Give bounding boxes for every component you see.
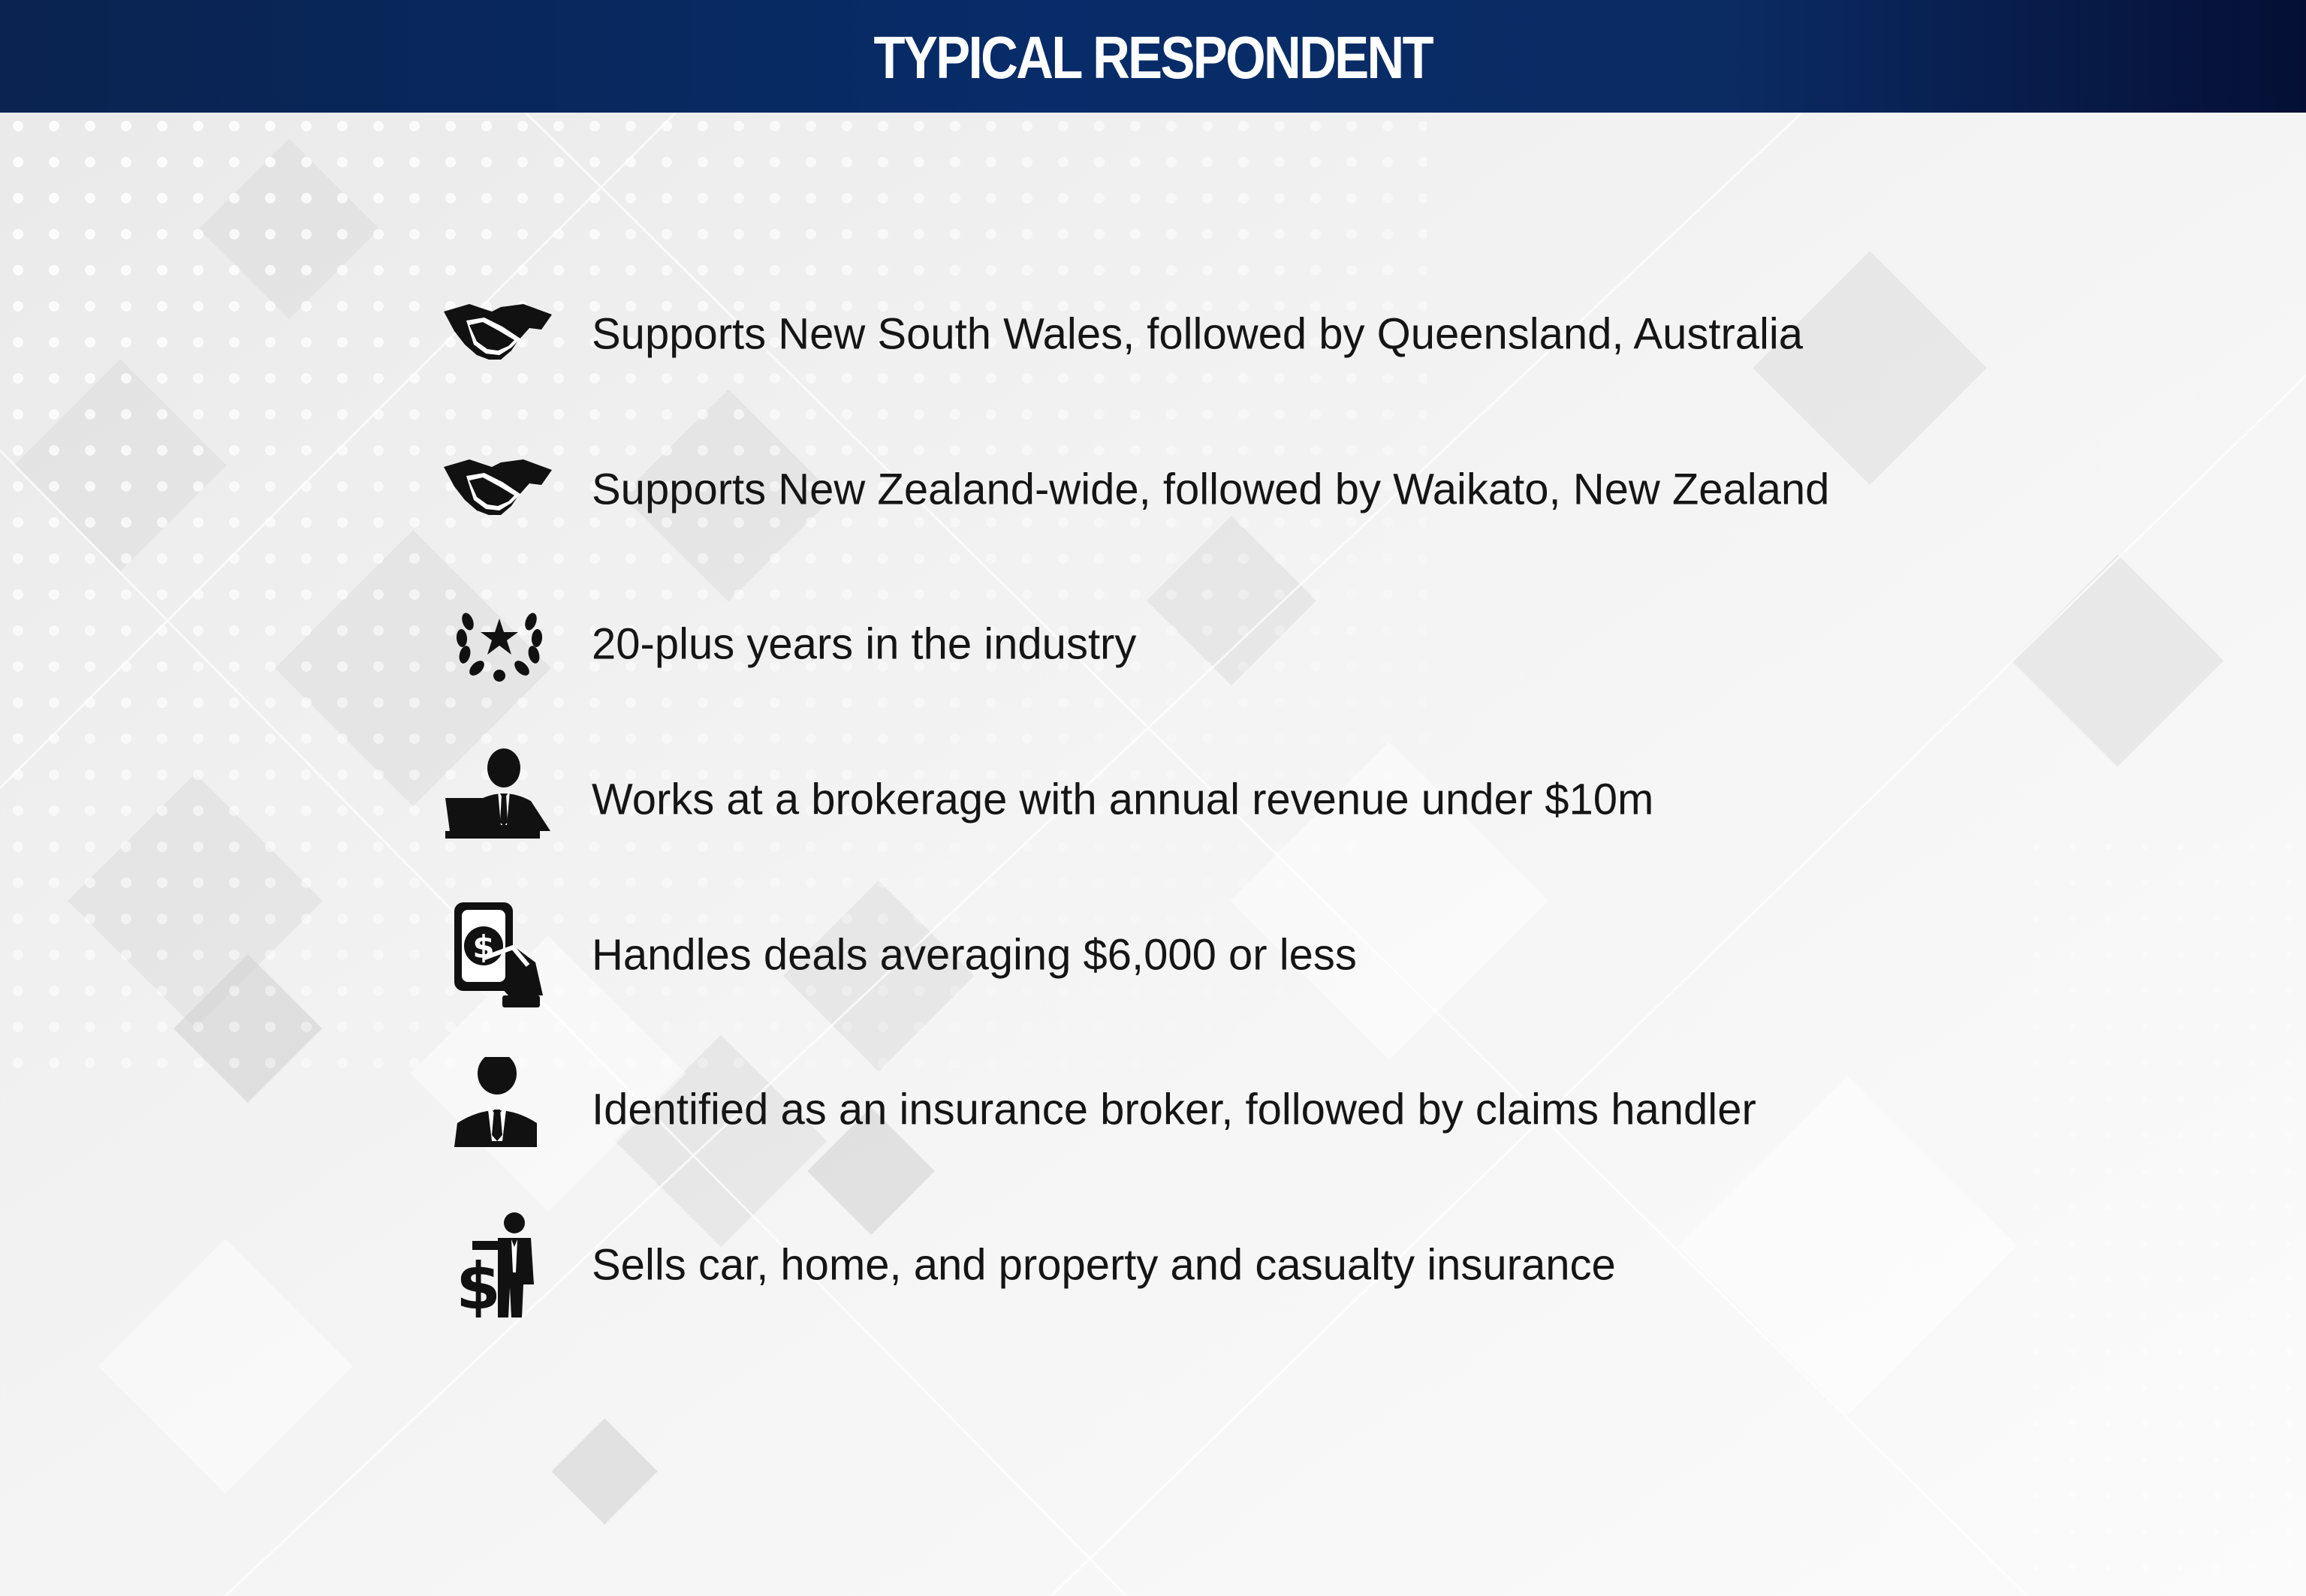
list-item <box>439 282 2166 387</box>
businessman-laptop-icon <box>439 747 559 852</box>
businessman-icon <box>439 1057 559 1162</box>
svg-text:$: $ <box>472 929 495 965</box>
list-item <box>439 1057 2166 1162</box>
item-text: Supports New Zealand-wide, followed by Waikato, New Zealand <box>592 465 1830 514</box>
list-item <box>439 592 2166 697</box>
list-item <box>439 747 2166 852</box>
handshake-icon <box>439 282 559 387</box>
item-text: Works at a brokerage with annual revenue under $10m <box>592 775 1654 824</box>
item-text: Sells car, home, and property and casualty insurance <box>592 1240 1616 1290</box>
svg-text:$: $ <box>456 1249 501 1317</box>
item-text: Supports New South Wales, followed by Queensland, Australia <box>592 309 1804 359</box>
salesman-dollar-icon <box>439 1212 559 1317</box>
item-text: Identified as an insurance broker, followed by claims handler <box>592 1085 1756 1134</box>
list-item <box>439 1212 2166 1317</box>
list-item <box>439 902 2166 1007</box>
item-text: Handles deals averaging $6,000 or less <box>592 930 1357 980</box>
page-title: TYPICAL RESPONDENT <box>873 24 1433 91</box>
list-item <box>439 437 2166 542</box>
laurel-star-icon <box>439 592 559 697</box>
item-text: 20-plus years in the industry <box>592 619 1137 669</box>
handshake-icon <box>439 437 559 542</box>
hand-money-icon <box>439 902 559 1007</box>
